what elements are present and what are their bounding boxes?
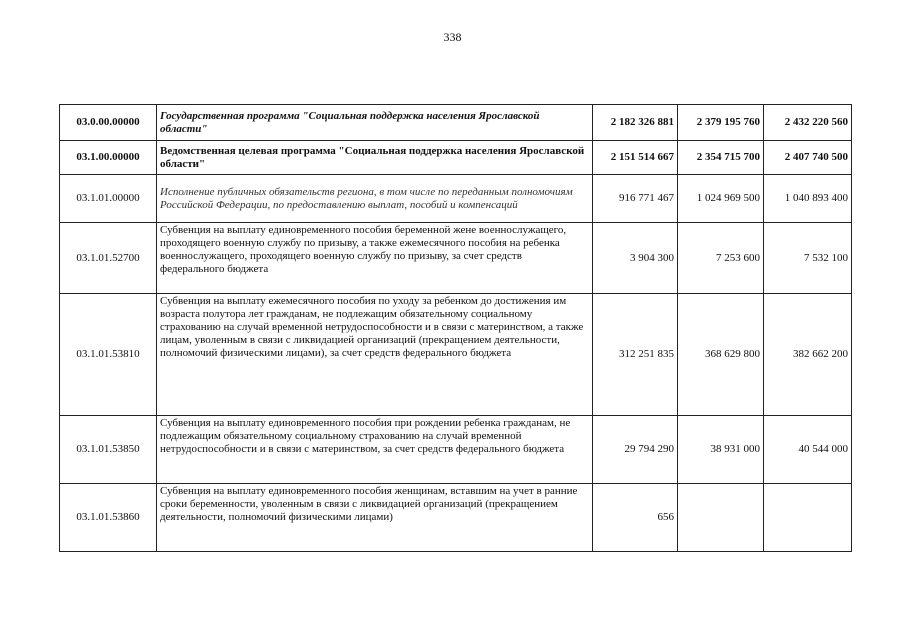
table-row — [60, 484, 852, 552]
row-value-3 — [764, 484, 852, 552]
row-name: Субвенция на выплату единовременного пособия беременной жене военнослужащего, проходящего военную службу по призыву, а также ежемесячного пособия на ребенка военнослужащего, проходящего военную службу по призыву, за счет средств федерального бюджета — [157, 223, 593, 294]
budget-table — [59, 104, 852, 552]
row-value-2 — [678, 484, 764, 552]
row-value-2: 38 931 000 — [678, 416, 764, 484]
row-value-1: 656 — [593, 484, 678, 552]
row-value-2: 7 253 600 — [678, 223, 764, 294]
row-name: Исполнение публичных обязательств региона, в том числе по переданным полномочиям Российской Федерации, по предоставлению выплат, пособий и компенсаций — [157, 175, 593, 223]
row-value-1: 29 794 290 — [593, 416, 678, 484]
row-value-3: 382 662 200 — [764, 294, 852, 416]
row-code: 03.1.01.53810 — [60, 294, 157, 416]
row-name: Ведомственная целевая программа "Социальная поддержка населения Ярославской области" — [157, 141, 593, 175]
row-value-1: 916 771 467 — [593, 175, 678, 223]
page-number: 338 — [443, 30, 462, 44]
row-value-1: 312 251 835 — [593, 294, 678, 416]
row-value-1: 3 904 300 — [593, 223, 678, 294]
row-value-1: 2 151 514 667 — [593, 141, 678, 175]
row-value-3: 2 407 740 500 — [764, 141, 852, 175]
row-name: Государственная программа "Социальная поддержка населения Ярославской области" — [157, 105, 593, 141]
row-value-1: 2 182 326 881 — [593, 105, 678, 141]
table-row — [60, 175, 852, 223]
row-name: Субвенция на выплату единовременного пособия при рождении ребенка гражданам, не подлежащим обязательному социальному страхованию на случай временной нетрудоспособности и в связи с материнством, за счет средств федерального бюджета — [157, 416, 593, 484]
table-row — [60, 416, 852, 484]
row-value-2: 1 024 969 500 — [678, 175, 764, 223]
row-code: 03.1.01.53850 — [60, 416, 157, 484]
row-code: 03.1.01.00000 — [60, 175, 157, 223]
row-name: Субвенция на выплату ежемесячного пособия по уходу за ребенком до достижения им возраста полутора лет гражданам, не подлежащим обязательному социальному страхованию на случай временной нетрудоспособности и в связи с материнством, а также лицам, уволенным в связи с ликвидацией организаций (прекращением деятельности, полномочий физическими лицами), за счет средств федерального бюджета — [157, 294, 593, 416]
table-row — [60, 223, 852, 294]
row-value-3: 40 544 000 — [764, 416, 852, 484]
row-value-2: 2 354 715 700 — [678, 141, 764, 175]
table-row — [60, 294, 852, 416]
table-row — [60, 105, 852, 141]
row-value-3: 2 432 220 560 — [764, 105, 852, 141]
row-code: 03.1.01.52700 — [60, 223, 157, 294]
row-value-2: 2 379 195 760 — [678, 105, 764, 141]
row-code: 03.1.01.53860 — [60, 484, 157, 552]
row-name: Субвенция на выплату единовременного пособия женщинам, вставшим на учет в ранние сроки беременности, уволенным в связи с ликвидацией организаций (прекращением деятельности, полномочий физическими лицами) — [157, 484, 593, 552]
row-value-3: 1 040 893 400 — [764, 175, 852, 223]
row-code: 03.0.00.00000 — [60, 105, 157, 141]
row-code: 03.1.00.00000 — [60, 141, 157, 175]
table-row — [60, 141, 852, 175]
row-value-3: 7 532 100 — [764, 223, 852, 294]
row-value-2: 368 629 800 — [678, 294, 764, 416]
